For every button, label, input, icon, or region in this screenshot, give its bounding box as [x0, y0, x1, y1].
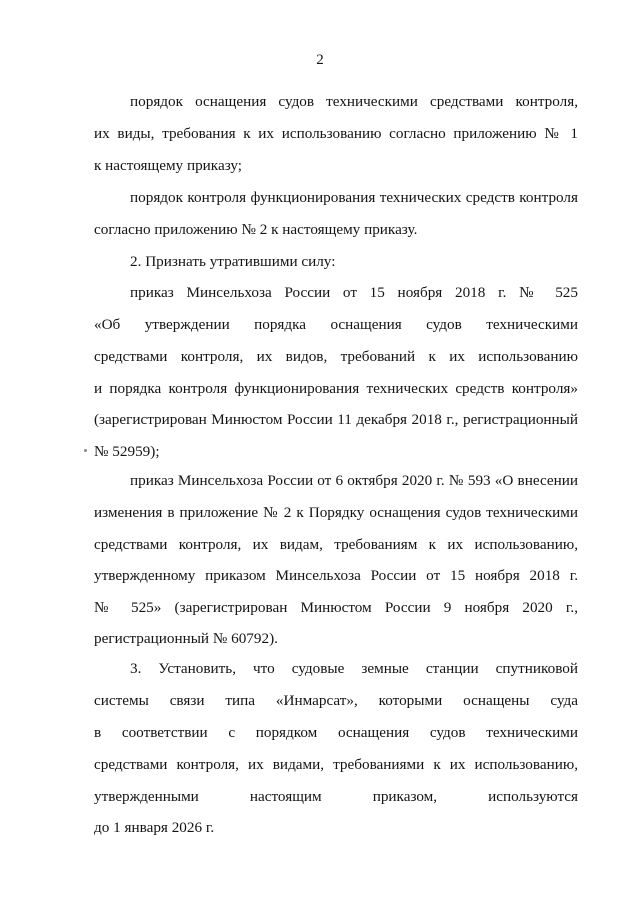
- text-line: приказ Минсельхоза России от 15 ноября 2018 г. № 525: [130, 284, 578, 301]
- text-line: регистрационный № 60792).: [94, 630, 278, 647]
- text-line: изменения в приложение № 2 к Порядку оснащения судов техническими: [94, 504, 578, 521]
- page-number: 2: [316, 52, 324, 68]
- text-line: «Об утверждении порядка оснащения судов техническими: [94, 316, 578, 333]
- text-line: утвержденными настоящим приказом, используются: [94, 788, 578, 805]
- text-line: (зарегистрирован Минюстом России 11 декабря 2018 г., регистрационный: [94, 411, 578, 428]
- text-line: до 1 января 2026 г.: [94, 819, 215, 836]
- text-line: их виды, требования к их использованию согласно приложению № 1: [94, 125, 578, 142]
- text-line: средствами контроля, их видами, требованиями к их использованию,: [94, 756, 578, 773]
- margin-dot: [84, 449, 87, 452]
- text-line: приказ Минсельхоза России от 6 октября 2020 г. № 593 «О внесении: [130, 472, 578, 489]
- text-line: № 52959);: [94, 443, 160, 460]
- text-line: 3. Установить, что судовые земные станции спутниковой: [130, 660, 578, 677]
- text-line: 2. Признать утратившими силу:: [130, 253, 336, 270]
- text-line: к настоящему приказу;: [94, 157, 242, 174]
- text-line: средствами контроля, их видов, требований к их использованию: [94, 348, 578, 365]
- text-line: порядок контроля функционирования технических средств контроля: [130, 189, 578, 206]
- text-line: и порядка контроля функционирования технических средств контроля»: [94, 380, 578, 397]
- text-line: системы связи типа «Инмарсат», которыми оснащены суда: [94, 692, 578, 709]
- text-line: средствами контроля, их видам, требованиям к их использованию,: [94, 536, 578, 553]
- text-line: утвержденному приказом Минсельхоза России от 15 ноября 2018 г.: [94, 567, 578, 584]
- text-line: в соответствии с порядком оснащения судов техническими: [94, 724, 578, 741]
- text-line: согласно приложению № 2 к настоящему приказу.: [94, 221, 418, 238]
- text-line: № 525» (зарегистрирован Минюстом России 9 ноября 2020 г.,: [94, 599, 578, 616]
- text-line: порядок оснащения судов техническими средствами контроля,: [130, 93, 578, 110]
